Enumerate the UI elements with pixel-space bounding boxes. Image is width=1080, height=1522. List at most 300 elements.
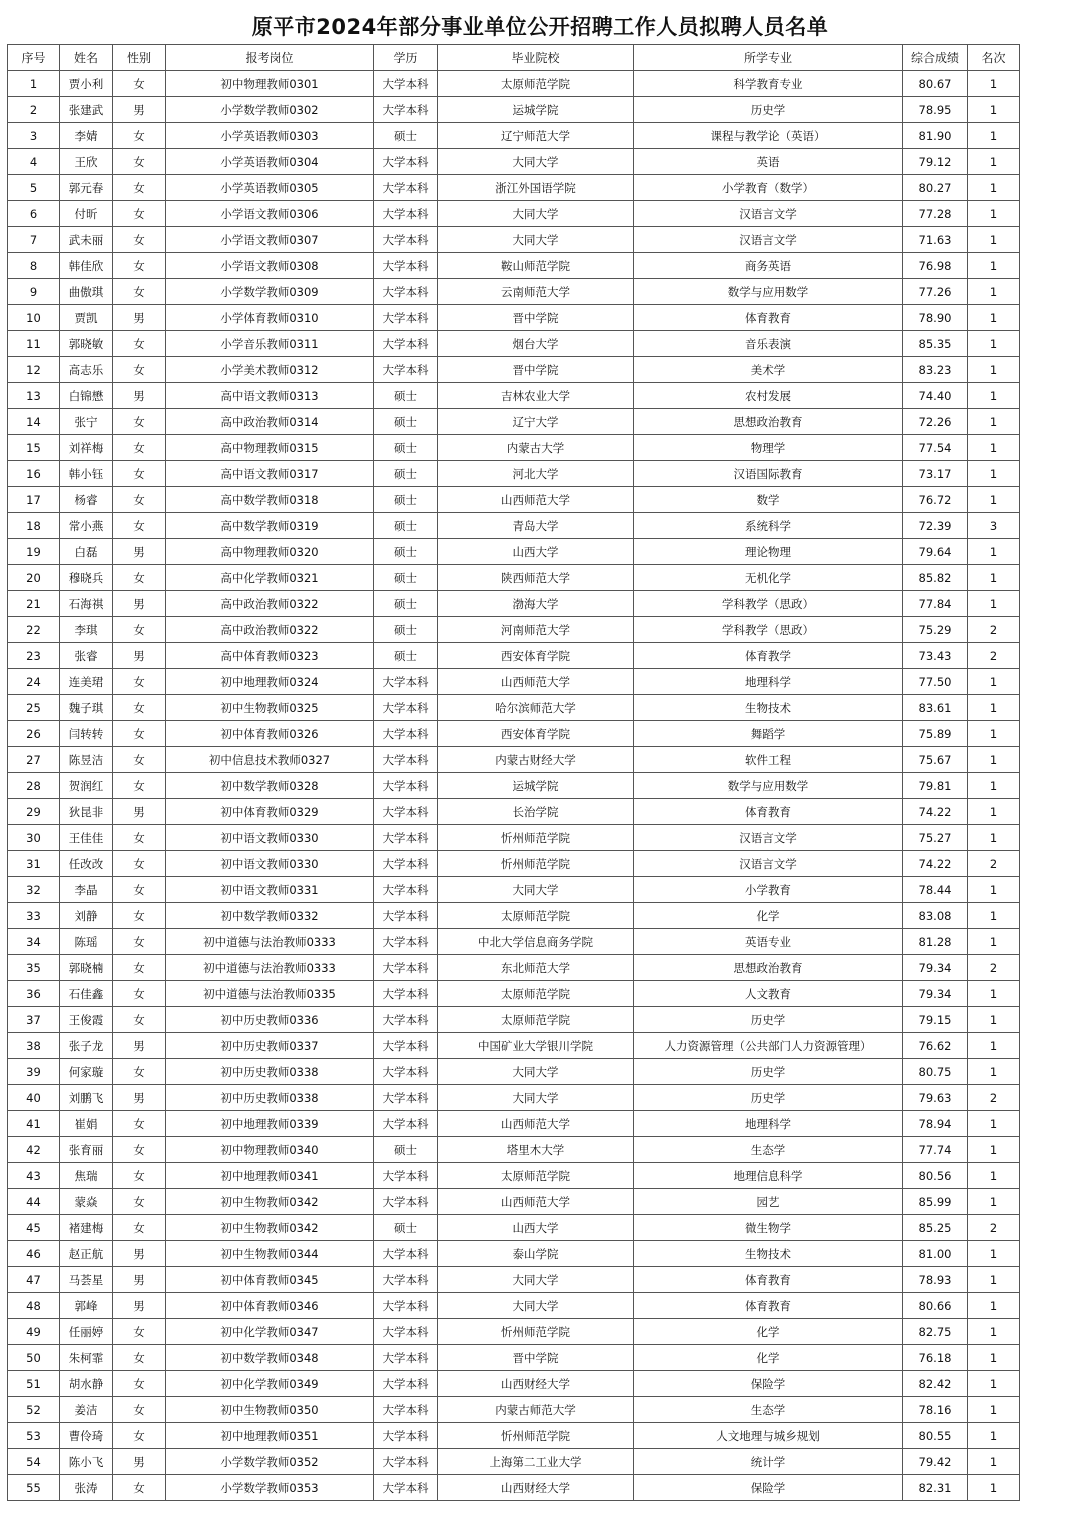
cell-education: 大学本科	[374, 1033, 438, 1059]
cell-position: 小学数学教师0302	[166, 97, 374, 123]
cell-major: 生态学	[634, 1397, 903, 1423]
cell-name: 杨睿	[60, 487, 113, 513]
table-row	[8, 747, 1020, 773]
cell-gender: 女	[113, 1111, 166, 1137]
cell-rank: 2	[968, 955, 1020, 981]
cell-name: 郭晓敏	[60, 331, 113, 357]
table-row	[8, 981, 1020, 1007]
cell-education: 大学本科	[374, 981, 438, 1007]
cell-position: 初中数学教师0348	[166, 1345, 374, 1371]
cell-school: 运城学院	[438, 773, 634, 799]
cell-major: 小学教育（数学）	[634, 175, 903, 201]
table-row	[8, 435, 1020, 461]
cell-index: 8	[8, 253, 60, 279]
table-row	[8, 1137, 1020, 1163]
cell-gender: 女	[113, 1423, 166, 1449]
cell-major: 英语专业	[634, 929, 903, 955]
cell-index: 33	[8, 903, 60, 929]
cell-school: 河北大学	[438, 461, 634, 487]
cell-school: 大同大学	[438, 1267, 634, 1293]
cell-gender: 男	[113, 1449, 166, 1475]
cell-score: 77.28	[903, 201, 968, 227]
cell-major: 无机化学	[634, 565, 903, 591]
header-school: 毕业院校	[438, 45, 634, 71]
cell-gender: 女	[113, 877, 166, 903]
cell-gender: 男	[113, 1241, 166, 1267]
cell-score: 76.18	[903, 1345, 968, 1371]
table-body	[8, 71, 1020, 1501]
cell-major: 农村发展	[634, 383, 903, 409]
cell-name: 赵正航	[60, 1241, 113, 1267]
cell-position: 高中政治教师0322	[166, 617, 374, 643]
table-row	[8, 721, 1020, 747]
cell-major: 学科教学（思政）	[634, 591, 903, 617]
cell-gender: 女	[113, 253, 166, 279]
table-row	[8, 1059, 1020, 1085]
cell-position: 高中语文教师0313	[166, 383, 374, 409]
cell-gender: 女	[113, 669, 166, 695]
cell-index: 48	[8, 1293, 60, 1319]
cell-rank: 1	[968, 175, 1020, 201]
cell-score: 80.27	[903, 175, 968, 201]
cell-index: 18	[8, 513, 60, 539]
cell-index: 1	[8, 71, 60, 97]
cell-position: 初中生物教师0344	[166, 1241, 374, 1267]
cell-score: 77.50	[903, 669, 968, 695]
cell-rank: 2	[968, 851, 1020, 877]
cell-major: 人文教育	[634, 981, 903, 1007]
cell-major: 体育教育	[634, 799, 903, 825]
table-row	[8, 71, 1020, 97]
cell-gender: 女	[113, 409, 166, 435]
cell-rank: 2	[968, 617, 1020, 643]
cell-school: 西安体育学院	[438, 643, 634, 669]
cell-name: 石佳鑫	[60, 981, 113, 1007]
cell-education: 大学本科	[374, 1241, 438, 1267]
cell-name: 连美珺	[60, 669, 113, 695]
table-row	[8, 799, 1020, 825]
cell-name: 曲傲琪	[60, 279, 113, 305]
table-row	[8, 565, 1020, 591]
cell-score: 78.95	[903, 97, 968, 123]
cell-education: 大学本科	[374, 1189, 438, 1215]
cell-position: 初中生物教师0325	[166, 695, 374, 721]
cell-gender: 男	[113, 1033, 166, 1059]
cell-index: 12	[8, 357, 60, 383]
cell-index: 55	[8, 1475, 60, 1501]
cell-index: 20	[8, 565, 60, 591]
cell-major: 地理科学	[634, 669, 903, 695]
cell-education: 大学本科	[374, 201, 438, 227]
cell-school: 晋中学院	[438, 357, 634, 383]
cell-name: 贺润红	[60, 773, 113, 799]
cell-gender: 女	[113, 1189, 166, 1215]
cell-gender: 男	[113, 643, 166, 669]
cell-major: 统计学	[634, 1449, 903, 1475]
cell-rank: 1	[968, 435, 1020, 461]
cell-gender: 男	[113, 1267, 166, 1293]
table-row	[8, 227, 1020, 253]
cell-rank: 1	[968, 1397, 1020, 1423]
cell-education: 硕士	[374, 565, 438, 591]
cell-name: 马荟星	[60, 1267, 113, 1293]
cell-position: 初中语文教师0330	[166, 825, 374, 851]
cell-education: 大学本科	[374, 799, 438, 825]
cell-position: 初中语文教师0331	[166, 877, 374, 903]
cell-major: 保险学	[634, 1371, 903, 1397]
cell-education: 大学本科	[374, 851, 438, 877]
table-row	[8, 1423, 1020, 1449]
cell-name: 张育丽	[60, 1137, 113, 1163]
cell-index: 43	[8, 1163, 60, 1189]
cell-name: 焦瑞	[60, 1163, 113, 1189]
cell-rank: 1	[968, 1189, 1020, 1215]
cell-name: 李晶	[60, 877, 113, 903]
cell-index: 13	[8, 383, 60, 409]
cell-index: 10	[8, 305, 60, 331]
cell-education: 硕士	[374, 513, 438, 539]
cell-position: 初中道德与法治教师0335	[166, 981, 374, 1007]
cell-major: 舞蹈学	[634, 721, 903, 747]
cell-name: 穆晓兵	[60, 565, 113, 591]
cell-index: 29	[8, 799, 60, 825]
cell-rank: 1	[968, 929, 1020, 955]
header-index: 序号	[8, 45, 60, 71]
cell-score: 78.94	[903, 1111, 968, 1137]
cell-gender: 女	[113, 565, 166, 591]
table-row	[8, 1241, 1020, 1267]
cell-education: 大学本科	[374, 1059, 438, 1085]
cell-school: 辽宁大学	[438, 409, 634, 435]
cell-gender: 女	[113, 357, 166, 383]
cell-rank: 1	[968, 1267, 1020, 1293]
cell-gender: 女	[113, 1215, 166, 1241]
cell-major: 理论物理	[634, 539, 903, 565]
cell-education: 大学本科	[374, 331, 438, 357]
cell-school: 泰山学院	[438, 1241, 634, 1267]
cell-gender: 女	[113, 955, 166, 981]
cell-school: 西安体育学院	[438, 721, 634, 747]
cell-gender: 男	[113, 591, 166, 617]
cell-position: 初中化学教师0347	[166, 1319, 374, 1345]
cell-school: 山西大学	[438, 539, 634, 565]
cell-position: 初中地理教师0339	[166, 1111, 374, 1137]
cell-gender: 女	[113, 1059, 166, 1085]
table-row	[8, 851, 1020, 877]
cell-score: 79.81	[903, 773, 968, 799]
cell-major: 化学	[634, 1319, 903, 1345]
table-row	[8, 643, 1020, 669]
cell-position: 初中体育教师0329	[166, 799, 374, 825]
cell-major: 汉语国际教育	[634, 461, 903, 487]
cell-rank: 1	[968, 1293, 1020, 1319]
cell-education: 大学本科	[374, 1345, 438, 1371]
cell-school: 太原师范学院	[438, 981, 634, 1007]
cell-score: 73.17	[903, 461, 968, 487]
cell-position: 初中地理教师0351	[166, 1423, 374, 1449]
cell-name: 崔娟	[60, 1111, 113, 1137]
cell-position: 初中数学教师0328	[166, 773, 374, 799]
cell-gender: 女	[113, 487, 166, 513]
cell-major: 生物技术	[634, 1241, 903, 1267]
cell-name: 郭峰	[60, 1293, 113, 1319]
cell-gender: 女	[113, 825, 166, 851]
cell-gender: 女	[113, 1397, 166, 1423]
cell-school: 忻州师范学院	[438, 1319, 634, 1345]
cell-index: 45	[8, 1215, 60, 1241]
cell-school: 太原师范学院	[438, 903, 634, 929]
cell-score: 80.75	[903, 1059, 968, 1085]
cell-school: 中国矿业大学银川学院	[438, 1033, 634, 1059]
cell-school: 长治学院	[438, 799, 634, 825]
cell-position: 初中信息技术教师0327	[166, 747, 374, 773]
cell-rank: 1	[968, 747, 1020, 773]
cell-school: 中北大学信息商务学院	[438, 929, 634, 955]
cell-gender: 女	[113, 227, 166, 253]
cell-education: 大学本科	[374, 1397, 438, 1423]
table-row	[8, 617, 1020, 643]
cell-major: 微生物学	[634, 1215, 903, 1241]
cell-name: 石海祺	[60, 591, 113, 617]
cell-major: 化学	[634, 1345, 903, 1371]
cell-name: 王俊霞	[60, 1007, 113, 1033]
cell-rank: 1	[968, 1007, 1020, 1033]
cell-index: 35	[8, 955, 60, 981]
cell-name: 张睿	[60, 643, 113, 669]
cell-education: 硕士	[374, 1215, 438, 1241]
cell-school: 浙江外国语学院	[438, 175, 634, 201]
table-row	[8, 331, 1020, 357]
cell-score: 75.29	[903, 617, 968, 643]
cell-major: 历史学	[634, 97, 903, 123]
cell-education: 硕士	[374, 123, 438, 149]
table-row	[8, 1033, 1020, 1059]
cell-rank: 2	[968, 1085, 1020, 1111]
cell-index: 31	[8, 851, 60, 877]
cell-school: 陕西师范大学	[438, 565, 634, 591]
cell-score: 76.62	[903, 1033, 968, 1059]
cell-index: 47	[8, 1267, 60, 1293]
cell-education: 大学本科	[374, 773, 438, 799]
cell-gender: 女	[113, 617, 166, 643]
cell-position: 初中地理教师0341	[166, 1163, 374, 1189]
cell-score: 85.35	[903, 331, 968, 357]
cell-index: 2	[8, 97, 60, 123]
cell-name: 魏子琪	[60, 695, 113, 721]
cell-education: 大学本科	[374, 175, 438, 201]
cell-name: 李琪	[60, 617, 113, 643]
cell-school: 辽宁师范大学	[438, 123, 634, 149]
cell-position: 初中体育教师0345	[166, 1267, 374, 1293]
cell-education: 硕士	[374, 409, 438, 435]
cell-score: 81.28	[903, 929, 968, 955]
table-row	[8, 903, 1020, 929]
cell-position: 小学数学教师0309	[166, 279, 374, 305]
cell-school: 运城学院	[438, 97, 634, 123]
cell-school: 太原师范学院	[438, 1007, 634, 1033]
cell-gender: 女	[113, 1345, 166, 1371]
cell-index: 38	[8, 1033, 60, 1059]
cell-name: 姜洁	[60, 1397, 113, 1423]
cell-index: 15	[8, 435, 60, 461]
cell-major: 历史学	[634, 1007, 903, 1033]
cell-rank: 1	[968, 357, 1020, 383]
cell-index: 23	[8, 643, 60, 669]
cell-school: 大同大学	[438, 201, 634, 227]
cell-name: 韩小钰	[60, 461, 113, 487]
cell-school: 太原师范学院	[438, 1163, 634, 1189]
cell-position: 高中语文教师0317	[166, 461, 374, 487]
cell-position: 小学语文教师0306	[166, 201, 374, 227]
cell-rank: 1	[968, 305, 1020, 331]
cell-rank: 1	[968, 331, 1020, 357]
cell-major: 软件工程	[634, 747, 903, 773]
cell-position: 小学音乐教师0311	[166, 331, 374, 357]
cell-education: 大学本科	[374, 97, 438, 123]
cell-major: 数学	[634, 487, 903, 513]
cell-rank: 1	[968, 1423, 1020, 1449]
cell-score: 79.42	[903, 1449, 968, 1475]
cell-education: 大学本科	[374, 1449, 438, 1475]
cell-school: 山西师范大学	[438, 1189, 634, 1215]
cell-score: 85.99	[903, 1189, 968, 1215]
cell-major: 历史学	[634, 1059, 903, 1085]
cell-rank: 1	[968, 279, 1020, 305]
cell-major: 小学教育	[634, 877, 903, 903]
cell-name: 白磊	[60, 539, 113, 565]
cell-major: 科学教育专业	[634, 71, 903, 97]
cell-name: 刘祥梅	[60, 435, 113, 461]
table-row	[8, 825, 1020, 851]
cell-index: 11	[8, 331, 60, 357]
cell-major: 汉语言文学	[634, 227, 903, 253]
cell-name: 胡水静	[60, 1371, 113, 1397]
cell-gender: 女	[113, 747, 166, 773]
cell-score: 72.26	[903, 409, 968, 435]
cell-position: 小学英语教师0305	[166, 175, 374, 201]
cell-education: 大学本科	[374, 357, 438, 383]
cell-school: 晋中学院	[438, 1345, 634, 1371]
cell-index: 34	[8, 929, 60, 955]
cell-education: 大学本科	[374, 955, 438, 981]
table-row	[8, 955, 1020, 981]
table-row	[8, 513, 1020, 539]
cell-position: 初中生物教师0350	[166, 1397, 374, 1423]
cell-rank: 1	[968, 721, 1020, 747]
cell-position: 初中历史教师0336	[166, 1007, 374, 1033]
cell-rank: 1	[968, 97, 1020, 123]
cell-position: 初中体育教师0346	[166, 1293, 374, 1319]
cell-name: 张涛	[60, 1475, 113, 1501]
cell-gender: 女	[113, 175, 166, 201]
cell-score: 74.40	[903, 383, 968, 409]
table-row	[8, 1371, 1020, 1397]
cell-major: 体育教育	[634, 1267, 903, 1293]
cell-school: 吉林农业大学	[438, 383, 634, 409]
cell-rank: 1	[968, 877, 1020, 903]
cell-education: 硕士	[374, 643, 438, 669]
cell-score: 78.90	[903, 305, 968, 331]
cell-education: 大学本科	[374, 253, 438, 279]
cell-position: 初中体育教师0326	[166, 721, 374, 747]
cell-education: 硕士	[374, 435, 438, 461]
cell-name: 陈小飞	[60, 1449, 113, 1475]
cell-school: 山西大学	[438, 1215, 634, 1241]
cell-name: 白锦懋	[60, 383, 113, 409]
cell-education: 硕士	[374, 487, 438, 513]
cell-name: 何家璇	[60, 1059, 113, 1085]
cell-education: 硕士	[374, 461, 438, 487]
cell-score: 75.67	[903, 747, 968, 773]
cell-gender: 女	[113, 513, 166, 539]
cell-position: 小学数学教师0352	[166, 1449, 374, 1475]
header-major: 所学专业	[634, 45, 903, 71]
header-name: 姓名	[60, 45, 113, 71]
cell-major: 数学与应用数学	[634, 773, 903, 799]
cell-education: 大学本科	[374, 1475, 438, 1501]
table-row	[8, 539, 1020, 565]
cell-name: 郭元春	[60, 175, 113, 201]
cell-rank: 1	[968, 1033, 1020, 1059]
cell-name: 刘静	[60, 903, 113, 929]
cell-name: 陈瑶	[60, 929, 113, 955]
cell-score: 79.34	[903, 981, 968, 1007]
cell-school: 渤海大学	[438, 591, 634, 617]
cell-major: 化学	[634, 903, 903, 929]
cell-position: 高中化学教师0321	[166, 565, 374, 591]
table-row	[8, 461, 1020, 487]
cell-index: 3	[8, 123, 60, 149]
cell-major: 数学与应用数学	[634, 279, 903, 305]
cell-position: 高中物理教师0315	[166, 435, 374, 461]
cell-education: 大学本科	[374, 1293, 438, 1319]
cell-school: 太原师范学院	[438, 71, 634, 97]
table-row	[8, 695, 1020, 721]
table-row	[8, 1111, 1020, 1137]
cell-rank: 1	[968, 123, 1020, 149]
cell-score: 82.31	[903, 1475, 968, 1501]
cell-rank: 2	[968, 1215, 1020, 1241]
cell-rank: 1	[968, 71, 1020, 97]
cell-education: 大学本科	[374, 695, 438, 721]
cell-school: 大同大学	[438, 877, 634, 903]
cell-rank: 1	[968, 591, 1020, 617]
cell-position: 高中体育教师0323	[166, 643, 374, 669]
cell-position: 小学语文教师0307	[166, 227, 374, 253]
cell-name: 武未丽	[60, 227, 113, 253]
cell-score: 74.22	[903, 851, 968, 877]
table-row	[8, 1397, 1020, 1423]
cell-education: 大学本科	[374, 227, 438, 253]
cell-gender: 女	[113, 773, 166, 799]
cell-position: 小学英语教师0304	[166, 149, 374, 175]
cell-major: 生物技术	[634, 695, 903, 721]
cell-school: 河南师范大学	[438, 617, 634, 643]
cell-score: 83.08	[903, 903, 968, 929]
cell-major: 英语	[634, 149, 903, 175]
cell-gender: 女	[113, 71, 166, 97]
cell-score: 81.00	[903, 1241, 968, 1267]
cell-gender: 女	[113, 1163, 166, 1189]
cell-gender: 女	[113, 461, 166, 487]
cell-school: 上海第二工业大学	[438, 1449, 634, 1475]
cell-education: 大学本科	[374, 825, 438, 851]
cell-score: 85.82	[903, 565, 968, 591]
cell-gender: 女	[113, 721, 166, 747]
cell-school: 哈尔滨师范大学	[438, 695, 634, 721]
table-row	[8, 929, 1020, 955]
cell-score: 76.98	[903, 253, 968, 279]
